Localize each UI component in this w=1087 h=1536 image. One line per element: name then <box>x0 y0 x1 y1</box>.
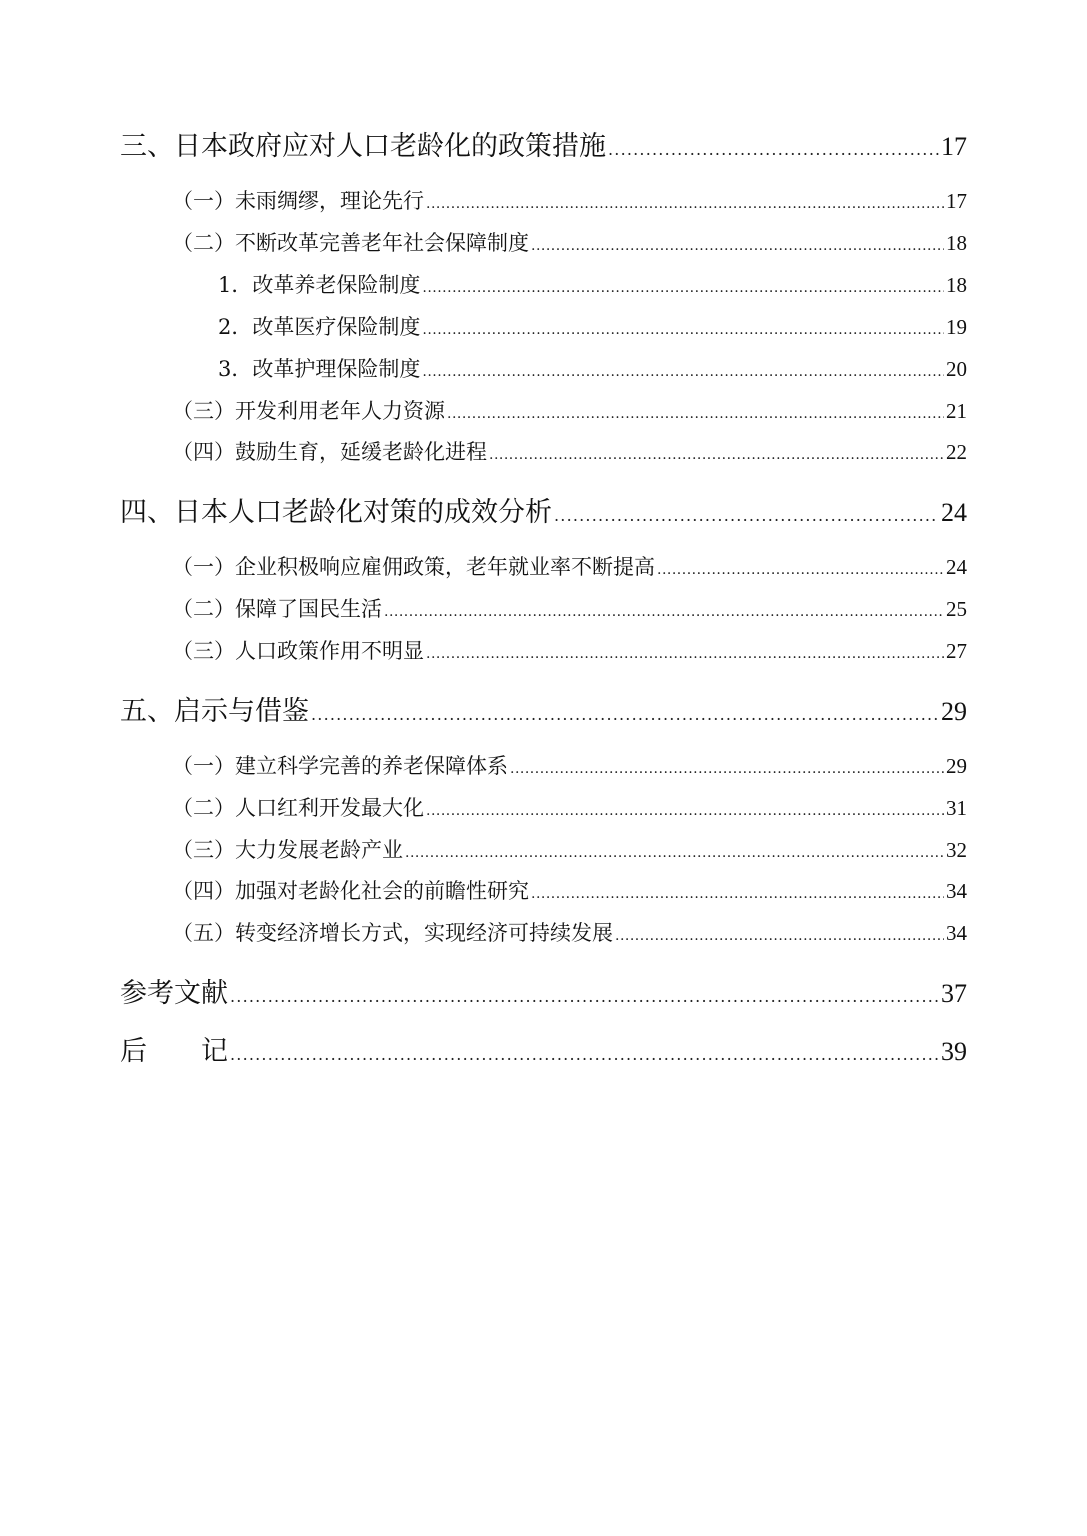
toc-entry-label: （五）转变经济增长方式，实现经济可持续发展 <box>172 921 613 945</box>
toc-entry-label: （三）开发利用老年人力资源 <box>172 399 445 423</box>
toc-page-number: 27 <box>946 639 967 663</box>
toc-page-number: 24 <box>946 555 967 579</box>
toc-chapter-3[interactable] <box>120 124 967 163</box>
toc-page-number: 29 <box>941 697 967 726</box>
toc-page-number: 39 <box>941 1037 967 1066</box>
toc-page-number: 18 <box>946 273 967 297</box>
toc-section-5-4[interactable] <box>172 875 967 905</box>
dot-leader <box>554 506 939 525</box>
toc-entry-label: 后 记 <box>120 1036 228 1067</box>
toc-section-5-3[interactable] <box>172 834 967 864</box>
dot-leader <box>608 140 939 159</box>
dot-leader <box>426 196 944 212</box>
toc-page-number: 19 <box>946 315 967 339</box>
toc-entry-label: 五、启示与借鉴 <box>120 696 309 727</box>
toc-page-number: 20 <box>946 357 967 381</box>
toc-page-number: 34 <box>946 879 967 903</box>
toc-entry-label: （四）鼓励生育，延缓老龄化进程 <box>172 440 487 464</box>
dot-leader <box>422 364 944 380</box>
toc-entry-label: （三）人口政策作用不明显 <box>172 639 424 663</box>
dot-leader <box>657 562 944 578</box>
toc-chapter-5[interactable] <box>120 689 967 728</box>
dot-leader <box>489 447 944 463</box>
toc-page-number: 31 <box>946 796 967 820</box>
toc-entry-label: 3．改革护理保险制度 <box>218 357 421 381</box>
toc-entry-label: （二）不断改革完善老年社会保障制度 <box>172 231 529 255</box>
dot-leader <box>510 761 944 777</box>
toc-entry-label: （一）未雨绸缪，理论先行 <box>172 189 424 213</box>
dot-leader <box>531 886 944 902</box>
toc-entry-label: （四）加强对老龄化社会的前瞻性研究 <box>172 879 529 903</box>
toc-subsection-3-2-3[interactable] <box>218 353 967 383</box>
toc-page-number: 24 <box>941 498 967 527</box>
toc-page-number: 17 <box>941 132 967 161</box>
dot-leader <box>384 604 944 620</box>
toc-section-4-1[interactable] <box>172 551 967 581</box>
toc-subsection-3-2-2[interactable] <box>218 311 967 341</box>
toc-page-number: 17 <box>946 189 967 213</box>
toc-page-number: 29 <box>946 754 967 778</box>
toc-section-5-1[interactable] <box>172 750 967 780</box>
toc-entry-label: （三）大力发展老龄产业 <box>172 838 403 862</box>
dot-leader <box>447 406 944 422</box>
toc-entry-label: （一）建立科学完善的养老保障体系 <box>172 754 508 778</box>
toc-section-3-4[interactable] <box>172 436 967 466</box>
toc-section-4-3[interactable] <box>172 635 967 665</box>
toc-page-number: 21 <box>946 399 967 423</box>
dot-leader <box>426 646 944 662</box>
toc-entry-label: 参考文献 <box>120 978 228 1009</box>
toc-section-5-2[interactable] <box>172 792 967 822</box>
toc-section-4-2[interactable] <box>172 593 967 623</box>
toc-entry-label: 四、日本人口老龄化对策的成效分析 <box>120 497 552 528</box>
toc-page-number: 32 <box>946 838 967 862</box>
dot-leader <box>230 1045 939 1064</box>
toc-section-3-1[interactable] <box>172 185 967 215</box>
toc-page-number: 18 <box>946 231 967 255</box>
dot-leader <box>405 845 944 861</box>
toc-section-5-5[interactable] <box>172 917 967 947</box>
toc-page-number: 37 <box>941 979 967 1008</box>
toc-entry-label: 三、日本政府应对人口老龄化的政策措施 <box>120 131 606 162</box>
dot-leader <box>311 705 939 724</box>
toc-chapter-4[interactable] <box>120 490 967 529</box>
toc-page-number: 34 <box>946 921 967 945</box>
toc-section-3-3[interactable] <box>172 395 967 425</box>
dot-leader <box>230 987 939 1006</box>
toc-page-number: 25 <box>946 597 967 621</box>
toc-entry-label: （二）人口红利开发最大化 <box>172 796 424 820</box>
dot-leader <box>422 322 944 338</box>
dot-leader <box>615 928 944 944</box>
dot-leader <box>426 803 944 819</box>
dot-leader <box>531 238 944 254</box>
toc-afterword[interactable] <box>120 1029 967 1068</box>
toc-subsection-3-2-1[interactable] <box>218 269 967 299</box>
toc-section-3-2[interactable] <box>172 227 967 257</box>
toc-references[interactable] <box>120 971 967 1010</box>
dot-leader <box>422 280 944 296</box>
toc-page-number: 22 <box>946 440 967 464</box>
toc-entry-label: （一）企业积极响应雇佣政策，老年就业率不断提高 <box>172 555 655 579</box>
toc-entry-label: 1．改革养老保险制度 <box>218 273 421 297</box>
toc-entry-label: 2．改革医疗保险制度 <box>218 315 421 339</box>
toc-entry-label: （二）保障了国民生活 <box>172 597 382 621</box>
